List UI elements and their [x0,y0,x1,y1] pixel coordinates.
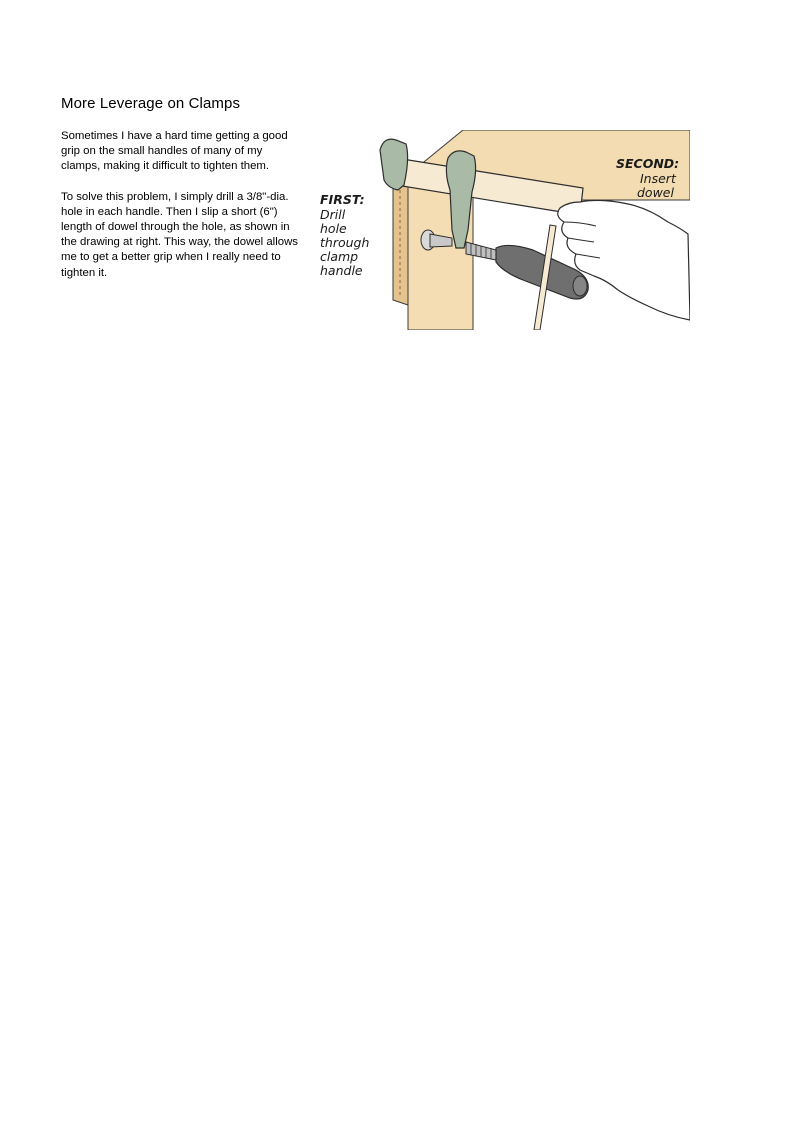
clamp-drawing [318,130,690,330]
article-body [61,129,301,296]
first-callout-line: handle [320,263,363,278]
clamp-illustration [318,130,690,330]
first-callout-line: clamp [320,249,359,264]
second-callout-line: Insert [640,171,676,186]
second-callout-heading: SECOND: [616,156,680,171]
first-callout-line: through [320,235,370,250]
paragraph-1: Sometimes I have a hard time getting a good grip on the small handles of many of my clamps, making it difficult to tighten them. [61,130,288,173]
article-title: More Leverage on Clamps [61,95,241,112]
first-callout-line: Drill [320,207,346,222]
second-callout-line: dowel [637,185,674,200]
paragraph-2: To solve this problem, I simply drill a 3/8"-dia. hole in each handle. Then I slip a short (6") length of dowel through the hole, as shown in the drawing at right. This way, the dowel allows me to get a better grip when I really need to tighten it. [61,190,299,279]
first-callout-line: hole [320,221,347,236]
hand [558,200,690,320]
clamp-fixed-jaw [380,139,408,190]
first-callout-heading: FIRST: [320,192,365,207]
